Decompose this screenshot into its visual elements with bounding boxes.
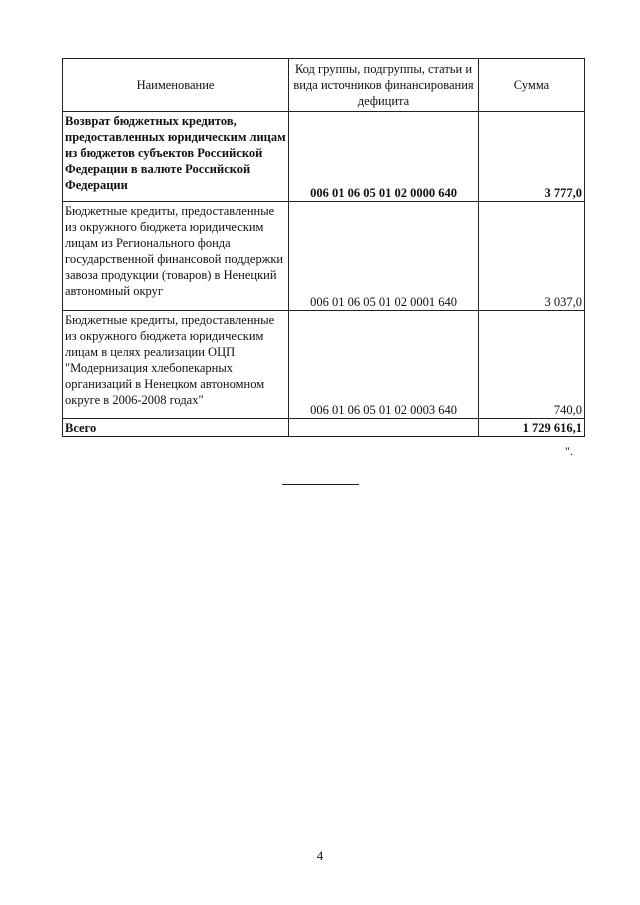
row-name: Бюджетные кредиты, предоставленные из окружного бюджета юридическим лицам в целях реализации ОЦП "Модернизация хлебопекарных организаций в Ненецком автономном округе в 2006-2008 годах"	[63, 311, 289, 419]
header-name: Наименование	[63, 59, 289, 112]
row-code: 006 01 06 05 01 02 0001 640	[289, 202, 479, 311]
table-row	[63, 311, 585, 419]
row-sum: 3 777,0	[479, 112, 585, 202]
financing-sources-table	[62, 58, 585, 437]
row-code: 006 01 06 05 01 02 0000 640	[289, 112, 479, 202]
separator-line	[282, 484, 359, 485]
row-name: Возврат бюджетных кредитов, предоставленных юридическим лицам из бюджетов субъектов Российской Федерации в валюте Российской Федерации	[63, 112, 289, 202]
header-code: Код группы, подгруппы, статьи и вида источников финансирования дефицита	[289, 59, 479, 112]
total-row	[63, 419, 585, 437]
header-sum: Сумма	[479, 59, 585, 112]
closing-quote: ".	[565, 444, 573, 458]
row-sum: 740,0	[479, 311, 585, 419]
table-row	[63, 112, 585, 202]
row-sum: 3 037,0	[479, 202, 585, 311]
total-code	[289, 419, 479, 437]
row-code: 006 01 06 05 01 02 0003 640	[289, 311, 479, 419]
total-sum: 1 729 616,1	[479, 419, 585, 437]
page-number: 4	[316, 848, 324, 863]
table-row	[63, 202, 585, 311]
total-name: Всего	[63, 419, 289, 437]
table-header-row	[63, 59, 585, 112]
row-name: Бюджетные кредиты, предоставленные из окружного бюджета юридическим лицам из Регионального фонда государственной финансовой поддержки завоза продукции (товаров) в Ненецкий автономный округ	[63, 202, 289, 311]
